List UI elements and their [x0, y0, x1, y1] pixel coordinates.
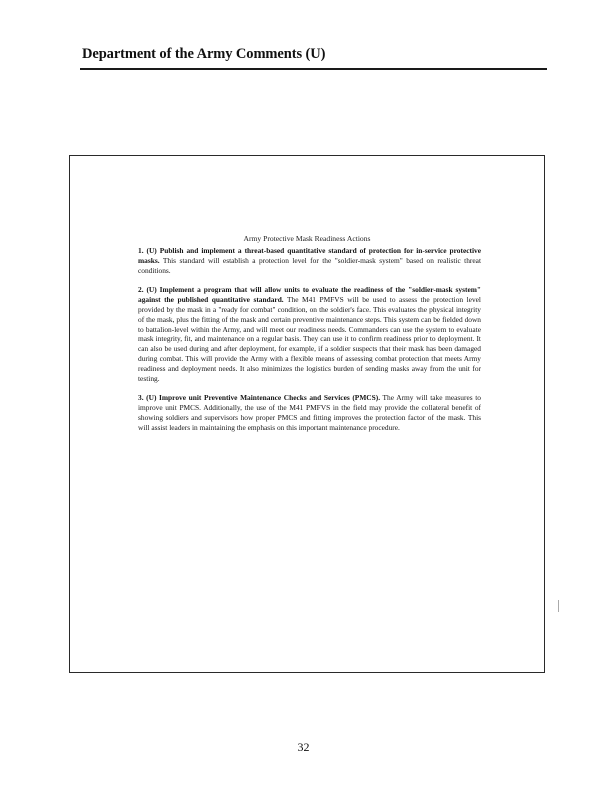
action-item-2-body: The M41 PMFVS will be used to assess the protection level provided by the mask in a "ready for combat" condition, on the soldier's face. This evaluates the physical integrity of the mask, plus the fitting of the mask and certain preventive maintenance steps. This system can be fielded down to battalion-level within the Army, and will meet our readiness needs. Commanders can use the system to evaluate mask integrity, fit, and maintenance on a regular basis. They can use it to confirm readiness prior to deployment. It can also be used during and after deployment, for example, if a soldier suspects that their mask has been damaged during combat. This will provide the Army with a flexible means of assessing combat protection that meets Army readiness and deployment needs. It also minimizes the logistics burden of sending masks away from the unit for testing. — [138, 295, 481, 383]
action-items-list — [138, 246, 481, 443]
action-item-1-body: This standard will establish a protection level for the "soldier-mask system" based on realistic threat conditions. — [138, 255, 482, 275]
enclosure-frame — [69, 155, 545, 673]
action-item-3 — [138, 393, 481, 432]
page-number: 32 — [297, 740, 310, 754]
action-item-2-lead: 2. (U) Implement a program that will allow units to evaluate the readiness of the "soldier-mask system" against the published quantitative standard. — [138, 285, 481, 305]
scan-mark — [558, 600, 559, 612]
action-item-2 — [138, 285, 481, 383]
action-item-3-lead: 3. (U) Improve unit Preventive Maintenance Checks and Services (PMCS). — [138, 393, 381, 403]
action-item-3-body: The Army will take measures to improve unit PMCS. Additionally, the use of the M41 PMFVS in the field may provide the collateral benefit of showing soldiers and supervisors how proper PMCS and fitting improves the protection factor of the mask. This will assist leaders in maintaining the emphasis on this important maintenance procedure. — [138, 393, 481, 432]
header-rule — [80, 68, 547, 70]
page-header — [80, 46, 550, 70]
enclosure-title: Army Protective Mask Readiness Actions — [243, 234, 371, 243]
page-header-title: Department of the Army Comments (U) — [82, 46, 326, 62]
action-item-1-lead: 1. (U) Publish and implement a threat-based quantitative standard of protection for in-service protective masks. — [138, 246, 481, 265]
action-item-1 — [138, 246, 481, 275]
